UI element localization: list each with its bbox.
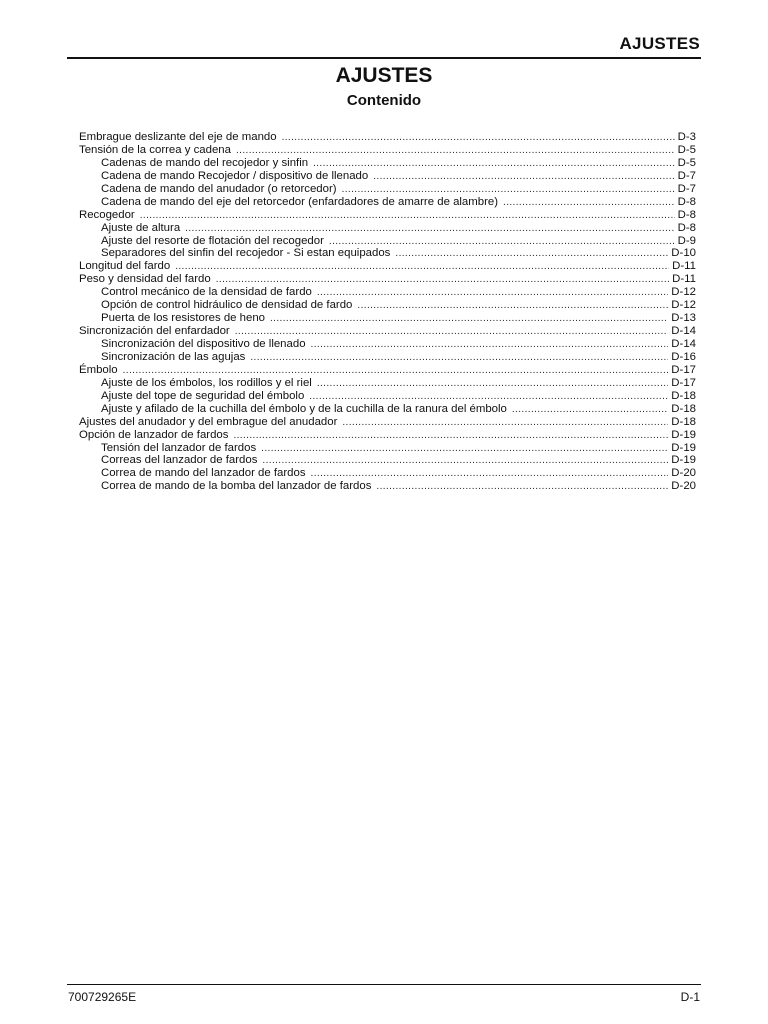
toc-entry-page: D-7 [677,182,696,195]
toc-entry-page: D-7 [677,169,696,182]
toc-entry-label: Ajuste del resorte de flotación del recogedor [101,234,324,247]
toc-entry[interactable] [79,131,696,144]
toc-entry[interactable] [79,325,696,338]
header-divider [67,57,701,59]
toc-dot-leader [261,443,668,456]
toc-entry[interactable] [79,222,696,235]
toc-entry-label: Separadores del sinfin del recojedor - Si estan equipados [101,247,391,260]
toc-dot-leader [317,378,668,391]
toc-dot-leader [311,339,669,352]
toc-entry-page: D-19 [671,454,696,467]
toc-entry-page: D-5 [677,143,696,156]
toc-dot-leader [357,300,668,313]
toc-entry-label: Cadena de mando del anudador (o retorcedor) [101,182,337,195]
toc-entry-page: D-8 [677,221,696,234]
toc-entry[interactable] [79,442,696,455]
toc-entry[interactable] [79,196,696,209]
toc-entry-label: Embrague deslizante del eje de mando [79,131,277,143]
toc-entry[interactable] [79,209,696,222]
toc-entry[interactable] [79,416,696,429]
toc-entry-page: D-5 [677,156,696,169]
toc-dot-leader [395,248,668,261]
toc-entry[interactable] [79,377,696,390]
toc-entry-page: D-14 [671,338,696,350]
toc-entry-label: Tensión de la correa y cadena [79,143,231,156]
toc-entry-label: Opción de control hidráulico de densidad de fardo [101,299,353,312]
toc-entry[interactable] [79,273,696,286]
toc-entry-label: Émbolo [79,363,118,376]
toc-entry[interactable] [79,364,696,377]
toc-entry-page: D-20 [671,467,696,480]
toc-entry[interactable] [79,260,696,273]
toc-dot-leader [262,455,668,468]
toc-entry-label: Cadenas de mando del recojedor y sinfin [101,156,309,169]
toc-entry-page: D-8 [677,195,696,208]
toc-entry[interactable] [79,429,696,442]
section-header-title: AJUSTES [619,34,700,53]
toc-entry-label: Ajuste del tope de seguridad del émbolo [101,389,305,402]
toc-entry[interactable] [79,454,696,467]
toc-entry-label: Sincronización del dispositivo de llenado [101,338,306,350]
toc-entry-label: Ajuste de los émbolos, los rodillos y el riel [101,376,312,389]
toc-dot-leader [175,261,669,274]
toc-entry[interactable] [79,170,696,183]
toc-entry-label: Recogedor [79,208,135,221]
footer-page-number: D-1 [680,990,700,1004]
toc-entry-page: D-18 [671,402,696,415]
toc-entry[interactable] [79,351,696,364]
toc-entry-page: D-19 [671,428,696,441]
toc-dot-leader [503,197,675,210]
toc-entry-label: Sincronización de las agujas [101,350,246,363]
toc-entry-page: D-13 [671,312,696,325]
toc-entry-label: Opción de lanzador de fardos [79,428,229,441]
toc-entry-page: D-10 [671,247,696,260]
toc-dot-leader [373,171,674,184]
toc-entry-label: Cadena de mando Recojedor / dispositivo de llenado [101,169,369,182]
toc-dot-leader [376,481,668,494]
toc-entry-page: D-12 [671,299,696,312]
toc-dot-leader [512,404,668,417]
toc-entry[interactable] [79,235,696,248]
toc-entry-page: D-17 [671,376,696,389]
toc-entry-label: Control mecánico de la densidad de fardo [101,286,312,299]
toc-entry-label: Tensión del lanzador de fardos [101,441,257,454]
toc-entry-page: D-11 [672,273,696,286]
toc-entry-label: Correa de mando del lanzador de fardos [101,467,306,480]
toc-dot-leader [140,210,675,223]
toc-entry-label: Puerta de los resistores de heno [101,312,265,325]
toc-entry-page: D-11 [672,260,696,273]
toc-entry-label: Correas del lanzador de fardos [101,454,258,467]
toc-entry-label: Peso y densidad del fardo [79,273,211,286]
toc-entry-label: Ajuste y afilado de la cuchilla del émbolo y de la cuchilla de la ranura del émbolo [101,402,507,415]
toc-entry-page: D-8 [677,208,696,221]
toc-dot-leader [250,352,668,365]
toc-entry-page: D-18 [671,389,696,402]
toc-entry-label: Sincronización del enfardador [79,325,230,338]
toc-entry[interactable] [79,144,696,157]
toc-entry[interactable] [79,390,696,403]
toc-dot-leader [282,132,675,145]
toc-entry-label: Ajustes del anudador y del embrague del anudador [79,415,338,428]
toc-entry-page: D-16 [671,350,696,363]
toc-entry-page: D-9 [677,234,696,247]
toc-dot-leader [233,430,668,443]
footer-part-number: 700729265E [68,990,137,1004]
toc-entry[interactable] [79,338,696,351]
toc-entry[interactable] [79,403,696,416]
toc-dot-leader [270,313,668,326]
toc-entry-page: D-12 [671,286,696,299]
toc-entry-label: Correa de mando de la bomba del lanzador de fardos [101,480,372,493]
toc-dot-leader [342,417,668,430]
toc-entry[interactable] [79,312,696,325]
toc-entry-page: D-20 [671,480,696,493]
toc-entry-page: D-18 [671,415,696,428]
toc-entry[interactable] [79,299,696,312]
toc-entry-page: D-3 [677,131,696,143]
toc-entry[interactable] [79,183,696,196]
toc-entry[interactable] [79,467,696,480]
toc-entry-label: Longitud del fardo [79,260,171,273]
toc-entry-label: Cadena de mando del eje del retorcedor (enfardadores de amarre de alambre) [101,195,499,208]
toc-entry-label: Ajuste de altura [101,221,181,234]
toc-entry-page: D-14 [671,325,696,338]
toc-entry[interactable] [79,157,696,170]
toc-entry[interactable] [79,480,696,493]
toc-entry[interactable] [79,247,696,260]
footer-divider [67,984,701,985]
toc-entry-page: D-17 [671,363,696,376]
toc-entry-page: D-19 [671,441,696,454]
toc-entry[interactable] [79,286,696,299]
page-title: AJUSTES [335,64,433,87]
page-subtitle: Contenido [346,92,422,109]
toc-dot-leader [317,287,668,300]
table-of-contents [79,131,696,493]
